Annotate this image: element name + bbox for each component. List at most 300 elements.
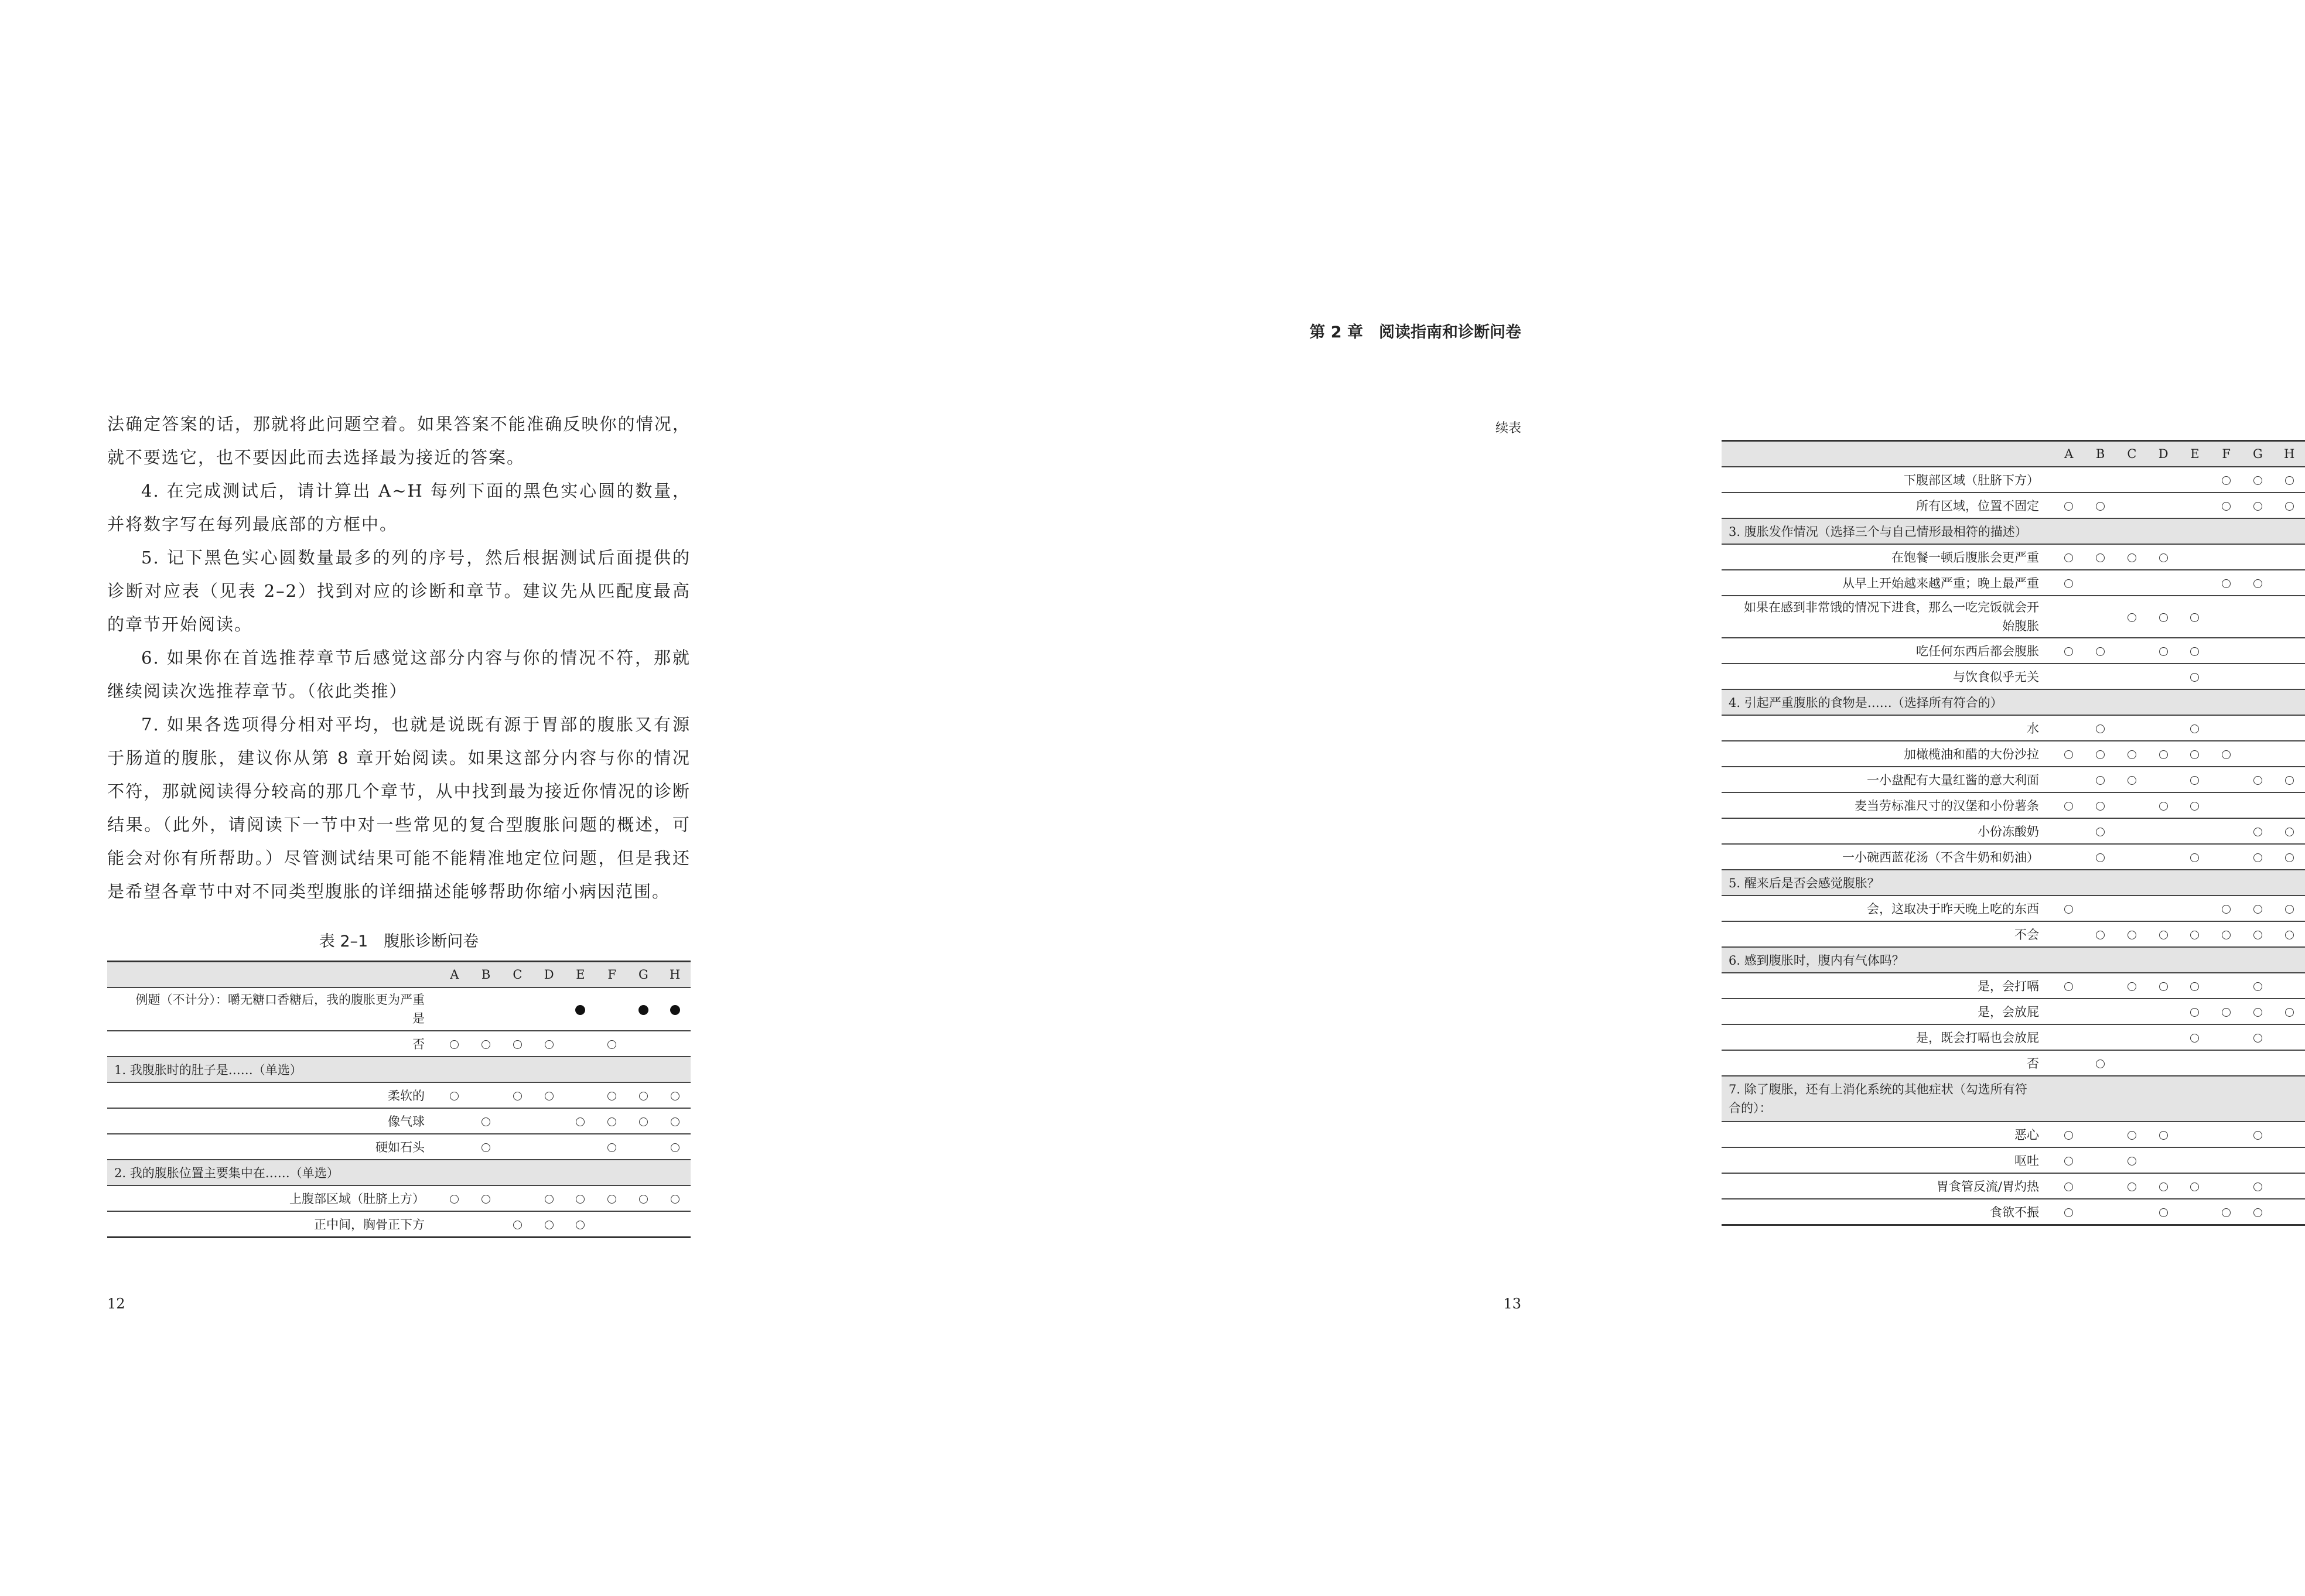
answer-cell: [2147, 1024, 2179, 1050]
open-circle-mark[interactable]: [2190, 776, 2199, 785]
row-label: 吃任何东西后都会腹胀: [1722, 638, 2053, 664]
column-header: E: [565, 962, 596, 988]
answer-cell: [2242, 1199, 2274, 1225]
answer-cell: [2273, 596, 2305, 638]
answer-cell: [2211, 544, 2242, 570]
answer-cell: [565, 1108, 596, 1134]
answer-cell: [2116, 896, 2148, 921]
section-row: [1722, 689, 2305, 715]
table-row: [1722, 467, 2305, 493]
answer-cell: [2053, 493, 2085, 518]
answer-cell: [2085, 741, 2116, 767]
answer-cell: [2053, 715, 2085, 741]
answer-cell: [2273, 570, 2305, 596]
open-circle-mark[interactable]: [2064, 553, 2073, 562]
open-circle-mark[interactable]: [2159, 553, 2168, 562]
open-circle-mark[interactable]: [2064, 1131, 2073, 1140]
row-label: 小份冻酸奶: [1722, 818, 2053, 844]
answer-cell: [2211, 999, 2242, 1024]
answer-cell: [2147, 896, 2179, 921]
open-circle-mark[interactable]: [2064, 802, 2073, 811]
answer-cell: [2116, 1147, 2148, 1173]
open-circle-mark[interactable]: [2253, 828, 2262, 836]
open-circle-mark[interactable]: [639, 1117, 648, 1126]
answer-cell: [2273, 544, 2305, 570]
answer-cell: [2211, 467, 2242, 493]
answer-cell: [2211, 1050, 2242, 1076]
row-label: 一小盘配有大量红酱的意大利面: [1722, 767, 2053, 792]
answer-cell: [2179, 818, 2211, 844]
running-header: 第 2 章 阅读指南和诊断问卷: [1309, 323, 1521, 341]
open-circle-mark[interactable]: [2096, 750, 2105, 759]
open-circle-mark[interactable]: [2096, 931, 2105, 939]
open-circle-mark[interactable]: [2064, 1157, 2073, 1166]
answer-cell: [628, 1134, 660, 1160]
questionnaire-table-continued: [1722, 440, 2305, 1226]
answer-cell: [2147, 544, 2179, 570]
open-circle-mark[interactable]: [513, 1092, 522, 1101]
answer-cell: [2179, 544, 2211, 570]
open-circle-mark[interactable]: [2128, 982, 2136, 991]
open-circle-mark[interactable]: [2253, 1208, 2262, 1217]
column-header: G: [2242, 441, 2274, 467]
answer-cell: [2147, 1199, 2179, 1225]
row-label: 食欲不振: [1722, 1199, 2053, 1225]
row-label: 在饱餐一顿后腹胀会更严重: [1722, 544, 2053, 570]
answer-cell: [2085, 1050, 2116, 1076]
open-circle-mark[interactable]: [607, 1092, 616, 1101]
open-circle-mark[interactable]: [513, 1221, 522, 1229]
open-circle-mark[interactable]: [2064, 502, 2073, 511]
open-circle-mark[interactable]: [2159, 613, 2168, 622]
row-label: 恶心: [1722, 1122, 2053, 1147]
table-row: [107, 1108, 691, 1134]
open-circle-mark[interactable]: [2064, 579, 2073, 588]
answer-cell: [2211, 570, 2242, 596]
open-circle-mark[interactable]: [2253, 1183, 2262, 1191]
open-circle-mark[interactable]: [671, 1143, 679, 1152]
answer-cell: [2273, 896, 2305, 921]
answer-cell: [2085, 921, 2116, 947]
row-label: 正中间，胸骨正下方: [107, 1211, 439, 1238]
answer-cell: [2116, 741, 2148, 767]
open-circle-mark[interactable]: [2096, 647, 2105, 656]
open-circle-mark[interactable]: [545, 1221, 554, 1229]
open-circle-mark[interactable]: [2190, 613, 2199, 622]
answer-cell: [2053, 1147, 2085, 1173]
open-circle-mark[interactable]: [2159, 750, 2168, 759]
answer-cell: [596, 1108, 628, 1134]
column-header: G: [628, 962, 660, 988]
answer-cell: [2211, 1199, 2242, 1225]
open-circle-mark[interactable]: [545, 1040, 554, 1049]
answer-cell: [2211, 493, 2242, 518]
open-circle-mark[interactable]: [576, 1195, 585, 1204]
answer-cell: [2179, 973, 2211, 999]
questionnaire-table: [107, 961, 691, 1238]
open-circle-mark[interactable]: [2253, 982, 2262, 991]
open-circle-mark[interactable]: [2253, 776, 2262, 785]
answer-cell: [2053, 1050, 2085, 1076]
answer-cell: [2242, 493, 2274, 518]
answer-cell: [2053, 570, 2085, 596]
answer-cell: [659, 1082, 691, 1108]
body-text: [107, 408, 691, 908]
answer-cell: [2147, 1122, 2179, 1147]
table-row: [1722, 741, 2305, 767]
row-label: 是，既会打嗝也会放屁: [1722, 1024, 2053, 1050]
answer-cell: [2179, 596, 2211, 638]
answer-cell: [2053, 818, 2085, 844]
open-circle-mark[interactable]: [2128, 1157, 2136, 1166]
row-label: 硬如石头: [107, 1134, 439, 1160]
open-circle-mark[interactable]: [2190, 673, 2199, 682]
open-circle-mark[interactable]: [2222, 905, 2231, 914]
open-circle-mark[interactable]: [2159, 931, 2168, 939]
answer-cell: [2085, 664, 2116, 689]
answer-cell: [2085, 973, 2116, 999]
table-row: [1722, 1050, 2305, 1076]
answer-cell: [2085, 1147, 2116, 1173]
filled-circle-mark: [670, 1005, 680, 1015]
open-circle-mark[interactable]: [2253, 853, 2262, 862]
open-circle-mark[interactable]: [2064, 1183, 2073, 1191]
answer-cell: [2242, 1147, 2274, 1173]
answer-cell: [2085, 999, 2116, 1024]
open-circle-mark[interactable]: [671, 1117, 679, 1126]
open-circle-mark[interactable]: [2190, 750, 2199, 759]
right-page: [798, 0, 2295, 1596]
answer-cell: [2179, 493, 2211, 518]
open-circle-mark[interactable]: [671, 1195, 679, 1204]
open-circle-mark[interactable]: [2096, 502, 2105, 511]
answer-cell: [2179, 664, 2211, 689]
open-circle-mark[interactable]: [2253, 1008, 2262, 1017]
open-circle-mark[interactable]: [639, 1195, 648, 1204]
open-circle-mark[interactable]: [482, 1195, 490, 1204]
open-circle-mark[interactable]: [2190, 931, 2199, 939]
answer-cell: [2242, 570, 2274, 596]
open-circle-mark[interactable]: [2253, 931, 2262, 939]
open-circle-mark[interactable]: [576, 1221, 585, 1229]
row-label: 水: [1722, 715, 2053, 741]
answer-cell: [470, 1108, 502, 1134]
answer-cell: [2242, 999, 2274, 1024]
answer-cell: [2147, 741, 2179, 767]
row-label: 是，会打嗝: [1722, 973, 2053, 999]
answer-cell: [2053, 792, 2085, 818]
table-row: [1722, 664, 2305, 689]
row-label: 否: [107, 1031, 439, 1057]
row-label: 一小碗西蓝花汤（不含牛奶和奶油）: [1722, 844, 2053, 870]
answer-cell: [2147, 1050, 2179, 1076]
section-row: [1722, 518, 2305, 544]
open-circle-mark[interactable]: [2159, 1183, 2168, 1191]
column-header: F: [596, 962, 628, 988]
open-circle-mark[interactable]: [2159, 982, 2168, 991]
table-row: [1722, 1122, 2305, 1147]
answer-cell: [2273, 767, 2305, 792]
open-circle-mark[interactable]: [2128, 1183, 2136, 1191]
row-label: 麦当劳标准尺寸的汉堡和小份薯条: [1722, 792, 2053, 818]
open-circle-mark[interactable]: [2096, 802, 2105, 811]
open-circle-mark[interactable]: [2222, 750, 2231, 759]
answer-cell: [596, 1134, 628, 1160]
column-header: D: [533, 962, 565, 988]
answer-cell: [659, 1211, 691, 1238]
open-circle-mark[interactable]: [607, 1040, 616, 1049]
answer-cell: [2211, 818, 2242, 844]
open-circle-mark[interactable]: [2222, 1008, 2231, 1017]
row-label: 上腹部区域（肚脐上方）: [107, 1185, 439, 1211]
table-row: [1722, 921, 2305, 947]
open-circle-mark[interactable]: [2064, 1208, 2073, 1217]
answer-cell: [2211, 664, 2242, 689]
answer-cell: [659, 1031, 691, 1057]
answer-cell: [2179, 638, 2211, 664]
answer-cell: [2273, 715, 2305, 741]
open-circle-mark[interactable]: [576, 1117, 585, 1126]
open-circle-mark[interactable]: [2253, 579, 2262, 588]
open-circle-mark[interactable]: [482, 1143, 490, 1152]
open-circle-mark[interactable]: [450, 1195, 459, 1204]
answer-cell: [2211, 792, 2242, 818]
open-circle-mark[interactable]: [2222, 931, 2231, 939]
column-header: B: [470, 962, 502, 988]
answer-cell: [470, 1031, 502, 1057]
open-circle-mark[interactable]: [2096, 724, 2105, 733]
open-circle-mark[interactable]: [2128, 931, 2136, 939]
answer-cell: [628, 1082, 660, 1108]
answer-cell: [2242, 844, 2274, 870]
answer-cell: [2273, 741, 2305, 767]
answer-cell: [2085, 596, 2116, 638]
table-row: [1722, 570, 2305, 596]
answer-cell: [2147, 844, 2179, 870]
left-page: [0, 0, 798, 1596]
row-label: 会，这取决于昨天晚上吃的东西: [1722, 896, 2053, 921]
open-circle-mark[interactable]: [482, 1117, 490, 1126]
open-circle-mark[interactable]: [2285, 853, 2294, 862]
answer-cell: [2147, 973, 2179, 999]
open-circle-mark[interactable]: [2190, 724, 2199, 733]
open-circle-mark[interactable]: [2096, 776, 2105, 785]
open-circle-mark[interactable]: [2253, 1131, 2262, 1140]
section-row: [107, 1160, 691, 1185]
column-header: D: [2147, 441, 2179, 467]
open-circle-mark[interactable]: [2159, 802, 2168, 811]
open-circle-mark[interactable]: [2190, 647, 2199, 656]
open-circle-mark[interactable]: [2190, 1008, 2199, 1017]
row-label: 如果在感到非常饿的情况下进食，那么一吃完饭就会开 始腹胀: [1722, 596, 2053, 638]
answer-cell: [502, 1082, 534, 1108]
answer-cell: [533, 1108, 565, 1134]
answer-cell: [470, 1082, 502, 1108]
open-circle-mark[interactable]: [2253, 502, 2262, 511]
answer-cell: [659, 1134, 691, 1160]
answer-cell: [2211, 921, 2242, 947]
open-circle-mark[interactable]: [2253, 1034, 2262, 1043]
open-circle-mark[interactable]: [2285, 931, 2294, 939]
open-circle-mark[interactable]: [2222, 579, 2231, 588]
answer-cell: [2179, 1024, 2211, 1050]
answer-cell: [2147, 999, 2179, 1024]
column-header: H: [659, 962, 691, 988]
answer-cell: [2242, 818, 2274, 844]
continued-table-label: 续表: [1495, 421, 1521, 436]
table-row: [1722, 638, 2305, 664]
answer-cell: [2147, 1147, 2179, 1173]
open-circle-mark[interactable]: [2285, 1008, 2294, 1017]
answer-cell: [2053, 1173, 2085, 1199]
answer-cell: [2211, 973, 2242, 999]
open-circle-mark[interactable]: [607, 1143, 616, 1152]
paragraph: 6. 如果你在首选推荐章节后感觉这部分内容与你的情况不符，那就继续阅读次选推荐章节。（依此类推）: [107, 648, 691, 701]
column-header: E: [2179, 441, 2211, 467]
answer-cell: [2242, 715, 2274, 741]
answer-cell: [565, 1031, 596, 1057]
open-circle-mark[interactable]: [2128, 553, 2136, 562]
answer-cell: [628, 987, 660, 1031]
answer-cell: [628, 1211, 660, 1238]
open-circle-mark[interactable]: [2253, 476, 2262, 485]
open-circle-mark[interactable]: [2285, 502, 2294, 511]
open-circle-mark[interactable]: [2159, 647, 2168, 656]
answer-cell: [659, 1108, 691, 1134]
open-circle-mark[interactable]: [2253, 905, 2262, 914]
open-circle-mark[interactable]: [607, 1195, 616, 1204]
open-circle-mark[interactable]: [482, 1040, 490, 1049]
answer-cell: [533, 1211, 565, 1238]
open-circle-mark[interactable]: [607, 1117, 616, 1126]
answer-cell: [502, 1211, 534, 1238]
table-row: [1722, 1173, 2305, 1199]
section-heading: 3. 腹胀发作情况（选择三个与自己情形最相符的描述）: [1722, 518, 2305, 544]
open-circle-mark[interactable]: [2128, 750, 2136, 759]
open-circle-mark[interactable]: [2285, 905, 2294, 914]
open-circle-mark[interactable]: [2222, 476, 2231, 485]
row-label: 例题（不计分）：嚼无糖口香糖后，我的腹胀更为严重 是: [107, 987, 439, 1031]
open-circle-mark[interactable]: [2096, 828, 2105, 836]
answer-cell: [565, 987, 596, 1031]
answer-cell: [2085, 1173, 2116, 1199]
answer-cell: [2116, 715, 2148, 741]
open-circle-mark[interactable]: [2159, 1208, 2168, 1217]
column-header: H: [2273, 441, 2305, 467]
section-row: [107, 1057, 691, 1082]
open-circle-mark[interactable]: [545, 1195, 554, 1204]
open-circle-mark[interactable]: [513, 1040, 522, 1049]
answer-cell: [2053, 544, 2085, 570]
open-circle-mark[interactable]: [2190, 802, 2199, 811]
answer-cell: [2242, 1122, 2274, 1147]
open-circle-mark[interactable]: [2128, 776, 2136, 785]
open-circle-mark[interactable]: [450, 1092, 459, 1101]
row-label: 加橄榄油和醋的大份沙拉: [1722, 741, 2053, 767]
answer-cell: [2273, 1199, 2305, 1225]
answer-cell: [2147, 467, 2179, 493]
answer-cell: [439, 1108, 470, 1134]
answer-cell: [2116, 999, 2148, 1024]
answer-cell: [596, 987, 628, 1031]
answer-cell: [2211, 1147, 2242, 1173]
open-circle-mark[interactable]: [671, 1092, 679, 1101]
table-row: [1722, 818, 2305, 844]
table-row: [107, 987, 691, 1031]
section-heading: 5. 醒来后是否会感觉腹胀？: [1722, 870, 2305, 896]
open-circle-mark[interactable]: [2128, 613, 2136, 622]
open-circle-mark[interactable]: [2190, 853, 2199, 862]
open-circle-mark[interactable]: [639, 1092, 648, 1101]
answer-cell: [2147, 715, 2179, 741]
open-circle-mark[interactable]: [2159, 1131, 2168, 1140]
answer-cell: [2179, 715, 2211, 741]
answer-cell: [470, 1211, 502, 1238]
table-title: 表 2–1 腹胀诊断问卷: [319, 932, 479, 951]
answer-cell: [2116, 664, 2148, 689]
open-circle-mark[interactable]: [2190, 982, 2199, 991]
answer-cell: [2085, 896, 2116, 921]
open-circle-mark[interactable]: [2222, 1208, 2231, 1217]
table-row: [1722, 844, 2305, 870]
open-circle-mark[interactable]: [2222, 502, 2231, 511]
answer-cell: [2147, 596, 2179, 638]
answer-cell: [2179, 896, 2211, 921]
table-header-row: [107, 962, 691, 988]
answer-cell: [2242, 921, 2274, 947]
answer-cell: [2179, 467, 2211, 493]
column-header: F: [2211, 441, 2242, 467]
open-circle-mark[interactable]: [2285, 776, 2294, 785]
row-label: 否: [1722, 1050, 2053, 1076]
table-row: [107, 1185, 691, 1211]
table-row: [1722, 767, 2305, 792]
open-circle-mark[interactable]: [2285, 828, 2294, 836]
filled-circle-mark: [575, 1005, 585, 1015]
answer-cell: [2273, 844, 2305, 870]
answer-cell: [565, 1082, 596, 1108]
paragraph: 5. 记下黑色实心圆数量最多的列的序号，然后根据测试后面提供的诊断对应表（见表 2–2）找到对应的诊断和章节。建议先从匹配度最高的章节开始阅读。: [107, 548, 691, 634]
answer-cell: [533, 1185, 565, 1211]
open-circle-mark[interactable]: [2064, 982, 2073, 991]
answer-cell: [2085, 767, 2116, 792]
answer-cell: [2147, 493, 2179, 518]
row-label: 所有区域，位置不固定: [1722, 493, 2053, 518]
open-circle-mark[interactable]: [2285, 476, 2294, 485]
answer-cell: [2179, 767, 2211, 792]
answer-cell: [2053, 741, 2085, 767]
answer-cell: [2211, 596, 2242, 638]
open-circle-mark[interactable]: [2190, 1034, 2199, 1043]
open-circle-mark[interactable]: [2190, 1183, 2199, 1191]
open-circle-mark[interactable]: [545, 1092, 554, 1101]
answer-cell: [2273, 818, 2305, 844]
open-circle-mark[interactable]: [2064, 905, 2073, 914]
answer-cell: [439, 1082, 470, 1108]
open-circle-mark[interactable]: [2064, 647, 2073, 656]
open-circle-mark[interactable]: [2096, 1060, 2105, 1068]
answer-cell: [2085, 715, 2116, 741]
open-circle-mark[interactable]: [450, 1040, 459, 1049]
table-row: [1722, 973, 2305, 999]
open-circle-mark[interactable]: [2096, 553, 2105, 562]
section-row: [1722, 1076, 2305, 1122]
open-circle-mark[interactable]: [2064, 750, 2073, 759]
row-label: 呕吐: [1722, 1147, 2053, 1173]
open-circle-mark[interactable]: [2128, 1131, 2136, 1140]
answer-cell: [2242, 467, 2274, 493]
open-circle-mark[interactable]: [2096, 853, 2105, 862]
